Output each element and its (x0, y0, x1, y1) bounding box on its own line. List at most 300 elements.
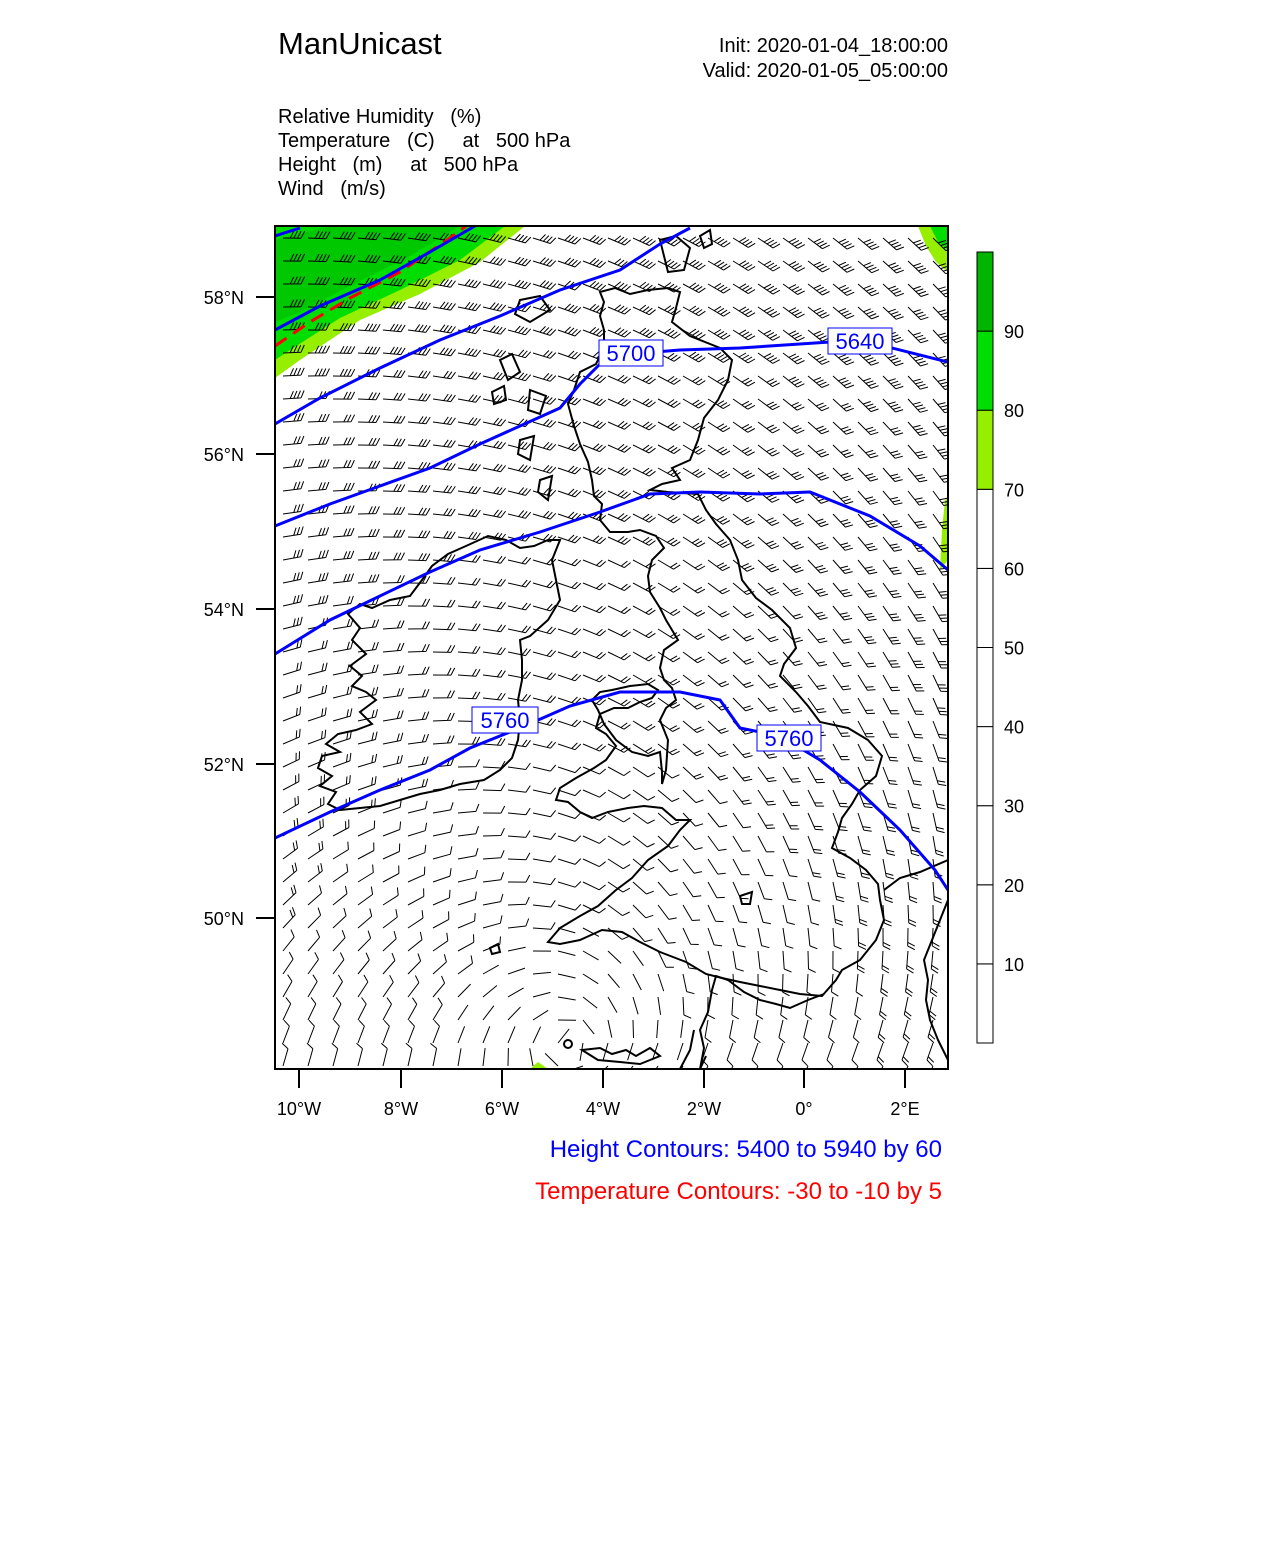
wind-barb (783, 882, 796, 901)
wind-barb (558, 327, 581, 336)
wind-barb (883, 859, 894, 879)
wind-barb (608, 974, 620, 988)
wind-barb (458, 804, 479, 813)
lon-tick-6w: 6°W (484, 1099, 520, 1119)
wind-barb (608, 560, 631, 568)
wind-barb (383, 733, 403, 744)
wind-barb (683, 675, 705, 686)
wind-barb (858, 445, 878, 458)
wind-barb (852, 1043, 858, 1066)
wind-barb (458, 669, 480, 676)
wind-barb (433, 325, 456, 333)
wind-barb (708, 859, 726, 874)
wind-barb (458, 848, 478, 859)
wind-barb (333, 1020, 339, 1043)
wind-barb (283, 751, 300, 767)
wind-barb (406, 1043, 412, 1066)
wind-barb (508, 557, 531, 564)
wind-barb (808, 629, 827, 643)
wind-barb (808, 399, 829, 411)
wind-barb (408, 689, 429, 698)
wind-barb (408, 416, 430, 423)
wind-barb (633, 951, 643, 966)
wind-barb (783, 514, 804, 526)
colorbar-tick-label: 90 (1004, 322, 1025, 343)
wind-barb (908, 767, 922, 785)
wind-barb (858, 583, 877, 597)
wind-barb (883, 675, 900, 691)
wind-barb (858, 606, 877, 621)
wind-barb (783, 813, 799, 829)
wind-barb (483, 464, 506, 472)
wind-barb (808, 583, 828, 596)
wind-barb (282, 1043, 288, 1066)
wind-barb (333, 886, 347, 905)
wind-barb (530, 1048, 533, 1066)
wind-barb (733, 859, 750, 875)
wind-barb (808, 606, 828, 620)
wind-barb (433, 417, 455, 425)
wind-barb (730, 1020, 736, 1043)
wind-barb (533, 696, 556, 703)
lon-axis (277, 1069, 920, 1119)
wind-barb (633, 537, 656, 545)
wind-barb (458, 601, 480, 608)
wind-barb (933, 307, 953, 320)
wind-barb (858, 376, 879, 388)
wind-barb (908, 606, 926, 621)
wind-barb (808, 882, 820, 901)
wind-barb (533, 810, 556, 816)
wind-barb (777, 1043, 783, 1066)
wind-barb (933, 376, 953, 390)
wind-barb (358, 754, 377, 767)
wind-barb (633, 399, 656, 407)
wind-barb (283, 774, 299, 790)
wind-barb (433, 691, 455, 699)
wind-barb (658, 675, 680, 685)
wind-barb (508, 786, 530, 793)
wind-barb (308, 752, 325, 767)
wind-barb (308, 885, 322, 905)
wind-barb (883, 284, 904, 296)
wind-barb (633, 675, 655, 684)
wind-barb (408, 439, 430, 446)
wind-barb (683, 352, 705, 362)
wind-barb (433, 735, 454, 744)
wind-barb (358, 529, 379, 537)
wind-barb (433, 531, 455, 539)
wind-barb (608, 421, 631, 429)
wind-barb (483, 693, 505, 700)
wind-barb (333, 415, 355, 422)
wind-barb (658, 560, 680, 569)
wind-barb (658, 260, 681, 270)
colorbar-segment (977, 252, 993, 331)
wind-barb (458, 395, 481, 403)
wind-barb (758, 813, 775, 829)
wind-barb (883, 698, 899, 714)
wind-barb (533, 326, 556, 335)
wind-barb (758, 445, 780, 456)
wind-barb (433, 440, 455, 448)
wind-barb (608, 444, 631, 452)
wind-barb (733, 560, 754, 571)
wind-barb (908, 744, 923, 762)
wind-barb (508, 511, 531, 519)
wind-barb (808, 951, 816, 972)
wind-barb (758, 974, 765, 996)
wind-barb (883, 721, 899, 737)
wind-barb (508, 396, 531, 404)
wind-barb (658, 997, 661, 1015)
wind-barb (683, 859, 702, 873)
wind-barb (458, 913, 475, 928)
wind-barb (558, 258, 581, 267)
wind-barb (683, 974, 694, 994)
wind-barb (908, 514, 927, 528)
wind-barb (908, 376, 928, 389)
wind-barb (708, 260, 730, 270)
wind-barb (458, 463, 481, 471)
wind-barb (883, 629, 901, 644)
wind-barb (708, 468, 730, 478)
wind-barb (783, 606, 803, 619)
wind-barb (808, 652, 827, 666)
wind-barb (683, 399, 705, 408)
wind-barb (733, 928, 746, 947)
wind-barb (383, 507, 405, 514)
wind-barb (658, 859, 678, 872)
wind-barb (658, 790, 679, 802)
wind-barb (833, 583, 852, 597)
wind-barb (833, 744, 850, 760)
wind-barb (508, 580, 531, 587)
wind-barb (883, 537, 902, 551)
wind-barb (833, 261, 854, 272)
wind-barb (833, 468, 853, 481)
wind-barb (533, 235, 556, 244)
wind-barb (433, 394, 455, 402)
wind-barb (858, 652, 876, 667)
wind-barb (683, 698, 704, 709)
wind-barb (433, 868, 451, 882)
wind-barb (308, 707, 326, 721)
wind-barb (708, 928, 722, 946)
colorbar-tick-label: 30 (1004, 796, 1025, 817)
wind-barb (733, 238, 755, 248)
wind-barb (558, 859, 581, 865)
wind-barb (808, 238, 830, 249)
wind-barb (583, 859, 606, 867)
wind-barb (333, 753, 351, 767)
wind-barb (908, 583, 926, 598)
wind-barb (733, 284, 755, 294)
wind-barb (483, 349, 506, 357)
wind-barb (308, 952, 319, 974)
wind-barb (733, 606, 754, 618)
wind-barb (608, 767, 630, 776)
wind-barb (408, 485, 430, 492)
wind-barb (508, 671, 531, 678)
wind-barb (333, 437, 355, 445)
wind-barb (458, 302, 481, 310)
wind-barb (858, 261, 879, 273)
wind-barb (558, 420, 581, 428)
height-label-5640: 5640 (835, 329, 885, 354)
field-label-rh: Relative Humidity (%) (278, 106, 482, 128)
wind-barb (808, 560, 828, 573)
wind-barb (833, 445, 854, 458)
wind-barb (408, 644, 429, 652)
wind-barb (908, 399, 928, 412)
wind-barb (483, 872, 504, 882)
wind-barb (883, 399, 903, 412)
colorbar-tick-label: 10 (1004, 954, 1025, 975)
wind-barb (533, 900, 555, 907)
wind-barb (833, 376, 854, 388)
wind-barb (508, 1026, 515, 1043)
wind-barb (633, 905, 653, 918)
wind-barb (608, 537, 631, 545)
wind-barb (708, 790, 728, 804)
wind-barb (483, 965, 499, 974)
wind-barb (458, 578, 480, 585)
wind-barb (308, 595, 328, 606)
wind-barb (683, 629, 705, 640)
wind-barb (608, 836, 630, 845)
wind-barb (658, 744, 680, 755)
wind-barb (658, 905, 677, 919)
wind-barb (733, 376, 755, 386)
wind-barb (308, 437, 329, 445)
wind-barb (758, 307, 780, 317)
wind-barb (308, 527, 329, 537)
wind-barb (779, 1020, 785, 1043)
wind-barb (758, 859, 773, 876)
wind-barb (833, 284, 854, 295)
wind-barb (583, 790, 606, 797)
wind-barb (383, 953, 395, 974)
wind-barb (758, 353, 780, 363)
wind-barb (858, 928, 866, 949)
wind-barb (483, 510, 506, 518)
wind-barb (758, 652, 778, 665)
wind-barb (333, 908, 346, 928)
wind-barb (308, 863, 322, 882)
wind-barb (308, 640, 327, 652)
wind-barb (858, 629, 876, 644)
wind-barb (781, 997, 788, 1019)
wind-barb (433, 371, 456, 379)
wind-barb (808, 928, 817, 949)
wind-barb (878, 1020, 885, 1043)
wind-barb (758, 422, 780, 433)
wind-barb (733, 537, 754, 548)
wind-barb (758, 629, 778, 642)
wind-barb (533, 765, 556, 771)
wind-barb (533, 511, 556, 519)
wind-barb (558, 997, 576, 1000)
wind-barb (633, 698, 655, 707)
wind-barb (733, 422, 755, 432)
wind-barb (833, 606, 852, 620)
wind-barb (333, 953, 344, 975)
wind-barb (683, 767, 704, 779)
wind-barb (708, 445, 730, 455)
wind-barb (533, 258, 556, 267)
wind-barb (383, 393, 405, 400)
wind-barb (358, 931, 371, 951)
wind-barb (933, 698, 948, 715)
wind-barb (933, 284, 953, 297)
wind-barb (383, 621, 404, 630)
wind-barb (283, 572, 303, 583)
wind-barb (833, 307, 854, 319)
wind-barb (758, 330, 780, 340)
wind-barb (833, 238, 854, 249)
wind-barb (408, 599, 430, 606)
wind-barb (733, 836, 750, 851)
wind-barb (883, 905, 892, 926)
wind-barb (804, 1020, 810, 1043)
wind-barb (333, 483, 354, 491)
lat-tick-52n: 52°N (203, 755, 244, 775)
wind-barb (408, 1020, 415, 1043)
wind-barb (908, 491, 927, 505)
wind-barb (783, 261, 805, 271)
wind-barb (633, 376, 656, 384)
wind-barb (883, 468, 903, 482)
wind-barb (408, 531, 430, 538)
wind-barb (408, 867, 425, 882)
wind-barb (683, 583, 705, 593)
wind-barb (633, 790, 655, 800)
wind-barb (433, 933, 448, 951)
wind-barb (333, 619, 353, 630)
wind-barb (633, 236, 656, 245)
wind-barb (833, 698, 851, 713)
lat-tick-50n: 50°N (203, 909, 244, 929)
wind-barb (533, 281, 556, 290)
wind-barb (333, 930, 345, 951)
wind-barb (882, 951, 889, 973)
wind-barb (408, 508, 430, 515)
wind-barb (833, 353, 854, 365)
wind-barb (908, 928, 915, 950)
wind-barb (333, 975, 343, 997)
wind-barb (558, 882, 581, 888)
wind-barb (933, 836, 944, 856)
wind-barb (358, 347, 380, 355)
wind-barb (658, 974, 664, 991)
wind-barb (358, 821, 375, 837)
wind-barb (908, 698, 924, 714)
wind-barb (458, 870, 477, 882)
wind-barb (906, 974, 913, 996)
wind-barb (683, 997, 691, 1018)
wind-barb (608, 652, 631, 660)
wind-barb (433, 668, 455, 675)
wind-barb (808, 422, 829, 434)
wind-barb (608, 467, 631, 475)
wind-barb (583, 951, 599, 960)
wind-barb (508, 649, 531, 656)
wind-barb (483, 648, 505, 655)
wind-barb (883, 376, 903, 389)
wind-barb (483, 487, 506, 495)
wind-barb (333, 346, 355, 353)
wind-barb (808, 514, 828, 527)
wind-barb (883, 836, 895, 855)
wind-barb (833, 675, 851, 690)
wind-barb (558, 790, 581, 796)
wind-barb (508, 257, 531, 266)
wind-barb (583, 560, 606, 567)
wind-barb (808, 353, 829, 364)
lat-tick-54n: 54°N (203, 600, 244, 620)
wind-barb (383, 484, 405, 491)
wind-barb (853, 1020, 859, 1043)
wind-barb (333, 864, 348, 882)
wind-barb (533, 992, 550, 997)
valid-time: Valid: 2020-01-05_05:00:00 (702, 60, 948, 82)
wind-barb (633, 629, 655, 638)
wind-barb (881, 974, 888, 996)
wind-barb (708, 652, 729, 664)
wind-barb (383, 755, 402, 767)
wind-barb (458, 532, 480, 540)
wind-barb (333, 506, 354, 515)
wind-barb (833, 537, 853, 550)
wind-barb (708, 606, 730, 617)
wind-barb (483, 602, 506, 609)
wind-barb (408, 371, 430, 379)
wind-barb (483, 1006, 494, 1020)
wind-barb (483, 986, 497, 998)
wind-barb (583, 629, 606, 636)
wind-barb (383, 887, 398, 905)
wind-barb (727, 1043, 733, 1066)
wind-barb (583, 467, 606, 475)
wind-barb (583, 444, 606, 452)
wind-barb (508, 626, 531, 633)
wind-barb (583, 744, 606, 751)
wind-barb (283, 796, 299, 813)
wind-barb (633, 328, 656, 338)
wind-barb (783, 836, 798, 853)
wind-barb (783, 928, 793, 948)
wind-barb (558, 605, 581, 612)
wind-barb (752, 1043, 758, 1066)
wind-barb (683, 905, 700, 921)
wind-barb (758, 238, 780, 248)
wind-barb (308, 414, 329, 422)
wind-barb (633, 514, 656, 522)
wind-barb (908, 330, 928, 343)
wind-barb (858, 238, 879, 250)
wind-barb (858, 744, 874, 760)
wind-barb (383, 575, 404, 583)
wind-barb (533, 878, 555, 885)
wind-barb (383, 866, 399, 883)
wind-barb (583, 974, 598, 984)
wind-barb (883, 261, 904, 273)
wind-barb (583, 327, 606, 336)
wind-barb (758, 928, 769, 948)
wind-barb (533, 788, 556, 794)
wind-barb (458, 692, 480, 699)
